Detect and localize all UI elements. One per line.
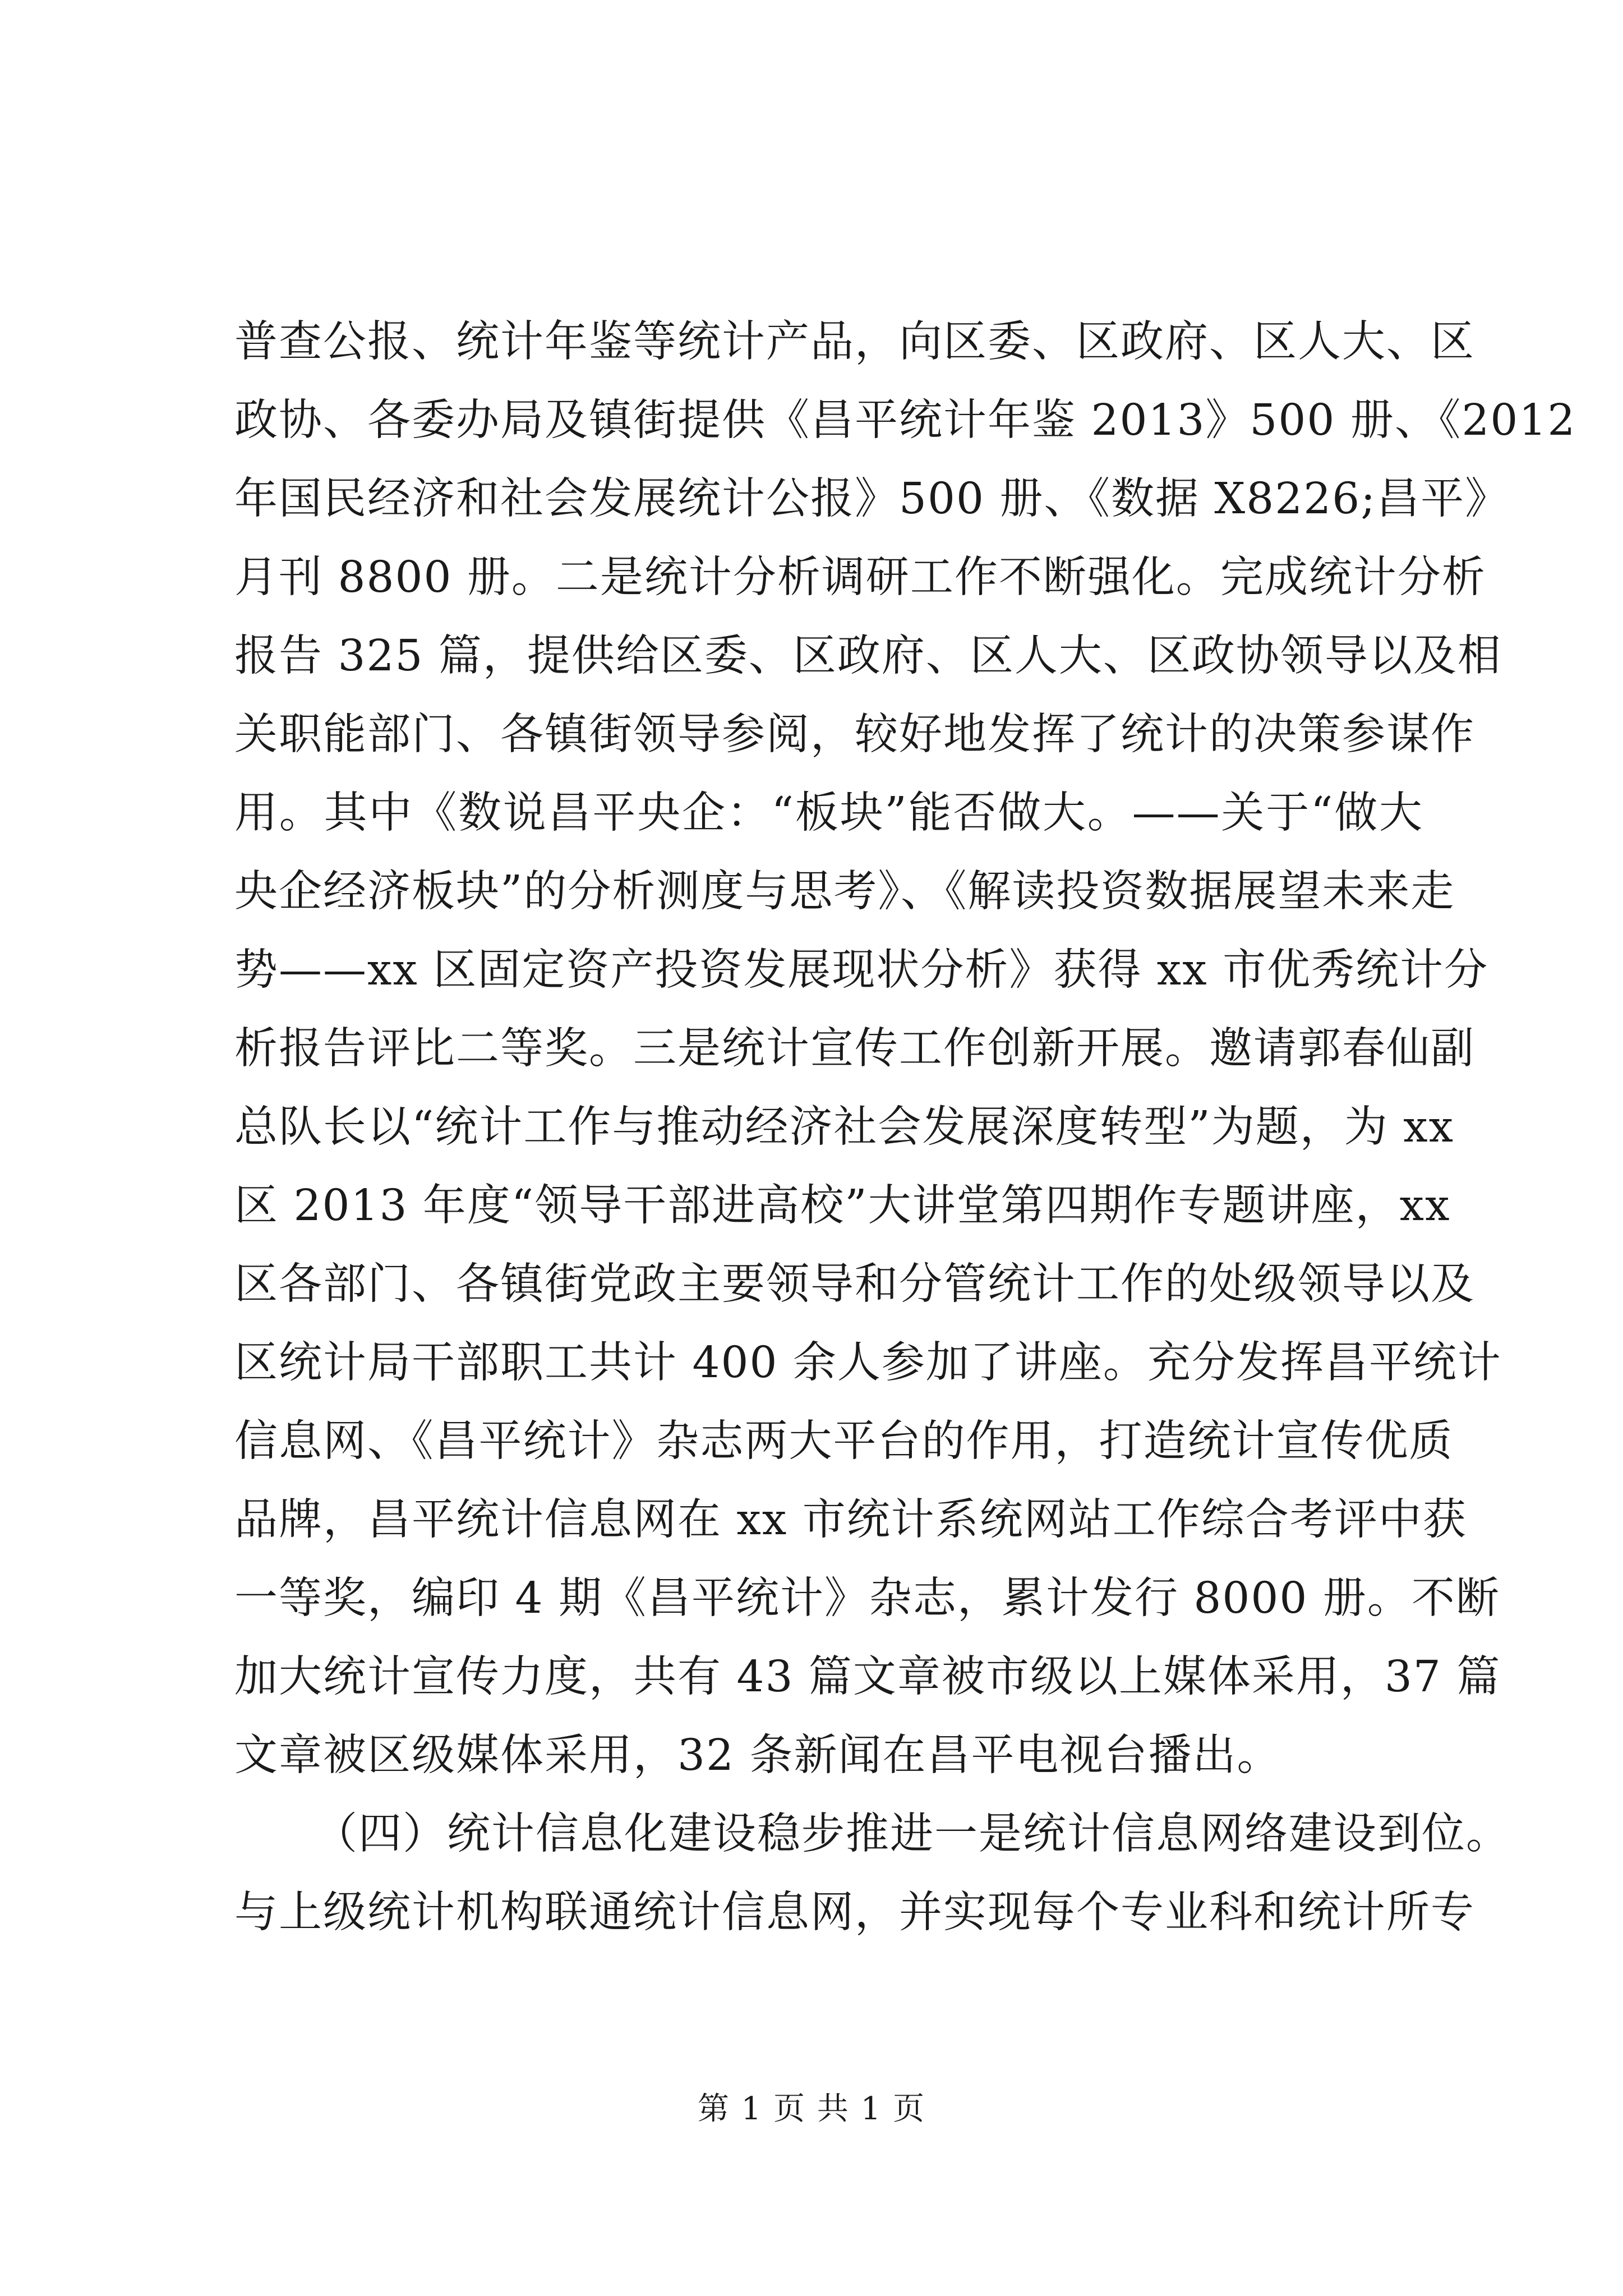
text-line: 品牌，昌平统计信息网在 xx 市统计系统网站工作综合考评中获 — [234, 1495, 1467, 1545]
page-number-footer: 第 1 页 共 1 页 — [697, 2091, 926, 2127]
text-line: 势——xx 区固定资产投资发展现状分析》获得 xx 市优秀统计分 — [234, 945, 1489, 995]
text-line: 信息网、《昌平统计》杂志两大平台的作用，打造统计宣传优质 — [234, 1416, 1454, 1466]
text-line: 区统计局干部职工共计 400 余人参加了讲座。充分发挥昌平统计 — [234, 1338, 1502, 1388]
text-line: 析报告评比二等奖。三是统计宣传工作创新开展。邀请郭春仙副 — [234, 1024, 1475, 1074]
text-line: 政协、各委办局及镇街提供《昌平统计年鉴 2013》500 册、《2012 — [234, 395, 1576, 445]
text-line: 用。其中《数说昌平央企：“板块”能否做大。——关于“做大 — [234, 788, 1423, 838]
text-line: 总队长以“统计工作与推动经济社会发展深度转型”为题，为 xx — [234, 1102, 1455, 1152]
text-line: 与上级统计机构联通统计信息网，并实现每个专业科和统计所专 — [234, 1888, 1475, 1938]
text-line: 文章被区级媒体采用，32 条新闻在昌平电视台播出。 — [234, 1731, 1281, 1780]
text-line: 加大统计宣传力度，共有 43 篇文章被市级以上媒体采用，37 篇 — [234, 1652, 1501, 1702]
text-line: 月刊 8800 册。二是统计分析调研工作不断强化。完成统计分析 — [234, 553, 1486, 602]
text-line: 央企经济板块”的分析测度与思考》、《解读投资数据展望未来走 — [234, 867, 1455, 917]
text-line: 报告 325 篇，提供给区委、区政府、区人大、区政协领导以及相 — [234, 631, 1502, 681]
text-line: 区各部门、各镇街党政主要领导和分管统计工作的处级领导以及 — [234, 1259, 1475, 1309]
text-line: 一等奖，编印 4 期《昌平统计》杂志，累计发行 8000 册。不断 — [234, 1573, 1500, 1623]
text-line: 普查公报、统计年鉴等统计产品，向区委、区政府、区人大、区 — [234, 317, 1475, 367]
paragraph-heading-line: （四）统计信息化建设稳步推进一是统计信息网络建设到位。 — [314, 1809, 1510, 1859]
text-line: 关职能部门、各镇街领导参阅，较好地发挥了统计的决策参谋作 — [234, 710, 1475, 760]
text-line: 年国民经济和社会发展统计公报》500 册、《数据 X8226;昌平》 — [234, 474, 1510, 524]
text-line: 区 2013 年度“领导干部进高校”大讲堂第四期作专题讲座，xx — [234, 1181, 1451, 1231]
